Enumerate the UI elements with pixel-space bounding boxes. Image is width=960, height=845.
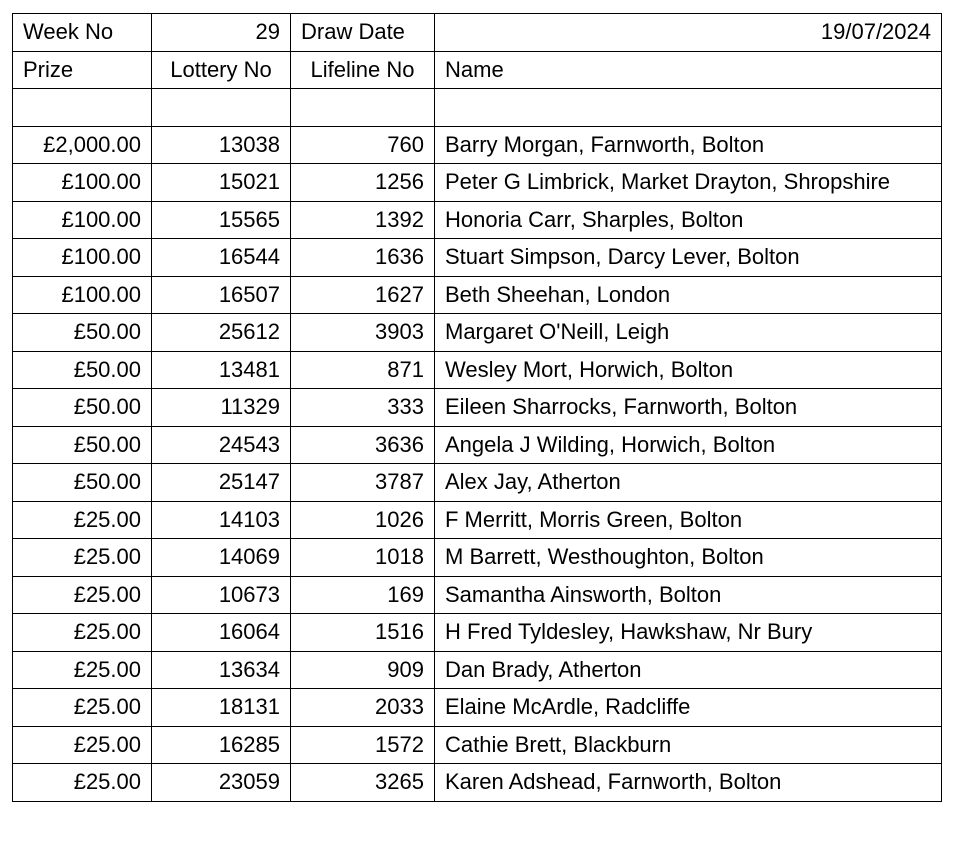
lottery-no-cell: 18131 xyxy=(152,689,291,727)
table-row xyxy=(13,464,942,502)
lottery-no-cell: 14069 xyxy=(152,539,291,577)
winner-name-cell: F Merritt, Morris Green, Bolton xyxy=(435,501,942,539)
draw-date-value: 19/07/2024 xyxy=(435,14,942,52)
winner-name-cell: M Barrett, Westhoughton, Bolton xyxy=(435,539,942,577)
lottery-no-cell: 25147 xyxy=(152,464,291,502)
prize-cell: £25.00 xyxy=(13,726,152,764)
table-row xyxy=(13,276,942,314)
lottery-no-cell: 14103 xyxy=(152,501,291,539)
winner-name-cell: Eileen Sharrocks, Farnworth, Bolton xyxy=(435,389,942,427)
week-info-row xyxy=(13,14,942,52)
week-no-label: Week No xyxy=(13,14,152,52)
prize-cell: £25.00 xyxy=(13,501,152,539)
prize-cell: £25.00 xyxy=(13,614,152,652)
lottery-no-cell: 16064 xyxy=(152,614,291,652)
table-row xyxy=(13,239,942,277)
lottery-no-cell: 24543 xyxy=(152,426,291,464)
prize-cell: £2,000.00 xyxy=(13,126,152,164)
prize-cell: £25.00 xyxy=(13,651,152,689)
lottery-no-cell: 16507 xyxy=(152,276,291,314)
lottery-results-table xyxy=(12,13,942,802)
lottery-no-cell: 25612 xyxy=(152,314,291,352)
table-row xyxy=(13,689,942,727)
blank-row xyxy=(13,89,942,127)
blank-cell xyxy=(13,89,152,127)
prize-cell: £25.00 xyxy=(13,539,152,577)
lottery-no-cell: 23059 xyxy=(152,764,291,802)
winner-name-cell: Karen Adshead, Farnworth, Bolton xyxy=(435,764,942,802)
lifeline-no-cell: 1018 xyxy=(291,539,435,577)
table-row xyxy=(13,164,942,202)
table-row xyxy=(13,389,942,427)
lottery-no-cell: 13481 xyxy=(152,351,291,389)
lottery-no-cell: 10673 xyxy=(152,576,291,614)
prize-cell: £50.00 xyxy=(13,426,152,464)
lifeline-no-cell: 3636 xyxy=(291,426,435,464)
lifeline-no-cell: 333 xyxy=(291,389,435,427)
table-row xyxy=(13,426,942,464)
lifeline-no-cell: 1636 xyxy=(291,239,435,277)
table-row xyxy=(13,201,942,239)
prize-cell: £25.00 xyxy=(13,689,152,727)
lifeline-no-cell: 2033 xyxy=(291,689,435,727)
lifeline-no-cell: 3787 xyxy=(291,464,435,502)
lottery-no-cell: 16544 xyxy=(152,239,291,277)
winner-name-cell: Dan Brady, Atherton xyxy=(435,651,942,689)
table-row xyxy=(13,614,942,652)
lottery-no-column-header: Lottery No xyxy=(152,51,291,89)
prize-cell: £50.00 xyxy=(13,314,152,352)
lifeline-no-column-header: Lifeline No xyxy=(291,51,435,89)
winner-name-cell: Beth Sheehan, London xyxy=(435,276,942,314)
prize-cell: £50.00 xyxy=(13,351,152,389)
week-no-value: 29 xyxy=(152,14,291,52)
lifeline-no-cell: 3265 xyxy=(291,764,435,802)
lifeline-no-cell: 1256 xyxy=(291,164,435,202)
winner-name-cell: Stuart Simpson, Darcy Lever, Bolton xyxy=(435,239,942,277)
table-row xyxy=(13,764,942,802)
table-row xyxy=(13,651,942,689)
table-row xyxy=(13,539,942,577)
prize-cell: £25.00 xyxy=(13,764,152,802)
winner-name-cell: Wesley Mort, Horwich, Bolton xyxy=(435,351,942,389)
prize-cell: £25.00 xyxy=(13,576,152,614)
winner-name-cell: Angela J Wilding, Horwich, Bolton xyxy=(435,426,942,464)
lottery-no-cell: 11329 xyxy=(152,389,291,427)
draw-date-label: Draw Date xyxy=(291,14,435,52)
lottery-no-cell: 13038 xyxy=(152,126,291,164)
lifeline-no-cell: 1392 xyxy=(291,201,435,239)
name-column-header: Name xyxy=(435,51,942,89)
lifeline-no-cell: 1572 xyxy=(291,726,435,764)
prize-cell: £100.00 xyxy=(13,164,152,202)
table-row xyxy=(13,501,942,539)
prize-column-header: Prize xyxy=(13,51,152,89)
prize-cell: £100.00 xyxy=(13,276,152,314)
lottery-no-cell: 15021 xyxy=(152,164,291,202)
prize-cell: £100.00 xyxy=(13,239,152,277)
blank-cell xyxy=(152,89,291,127)
lifeline-no-cell: 1026 xyxy=(291,501,435,539)
winner-name-cell: Peter G Limbrick, Market Drayton, Shropshire xyxy=(435,164,942,202)
winner-name-cell: Cathie Brett, Blackburn xyxy=(435,726,942,764)
lifeline-no-cell: 871 xyxy=(291,351,435,389)
winner-name-cell: Alex Jay, Atherton xyxy=(435,464,942,502)
lifeline-no-cell: 760 xyxy=(291,126,435,164)
winner-name-cell: Margaret O'Neill, Leigh xyxy=(435,314,942,352)
table-row xyxy=(13,576,942,614)
winner-name-cell: Samantha Ainsworth, Bolton xyxy=(435,576,942,614)
lifeline-no-cell: 169 xyxy=(291,576,435,614)
column-header-row xyxy=(13,51,942,89)
table-body xyxy=(13,14,942,802)
winner-name-cell: Honoria Carr, Sharples, Bolton xyxy=(435,201,942,239)
lottery-no-cell: 13634 xyxy=(152,651,291,689)
table-row xyxy=(13,126,942,164)
lifeline-no-cell: 1627 xyxy=(291,276,435,314)
winner-name-cell: Elaine McArdle, Radcliffe xyxy=(435,689,942,727)
blank-cell xyxy=(291,89,435,127)
table-row xyxy=(13,314,942,352)
table-row xyxy=(13,726,942,764)
lifeline-no-cell: 909 xyxy=(291,651,435,689)
prize-cell: £50.00 xyxy=(13,389,152,427)
winner-name-cell: Barry Morgan, Farnworth, Bolton xyxy=(435,126,942,164)
blank-cell xyxy=(435,89,942,127)
winner-name-cell: H Fred Tyldesley, Hawkshaw, Nr Bury xyxy=(435,614,942,652)
lottery-no-cell: 15565 xyxy=(152,201,291,239)
lifeline-no-cell: 1516 xyxy=(291,614,435,652)
prize-cell: £50.00 xyxy=(13,464,152,502)
table-row xyxy=(13,351,942,389)
lottery-no-cell: 16285 xyxy=(152,726,291,764)
lifeline-no-cell: 3903 xyxy=(291,314,435,352)
prize-cell: £100.00 xyxy=(13,201,152,239)
